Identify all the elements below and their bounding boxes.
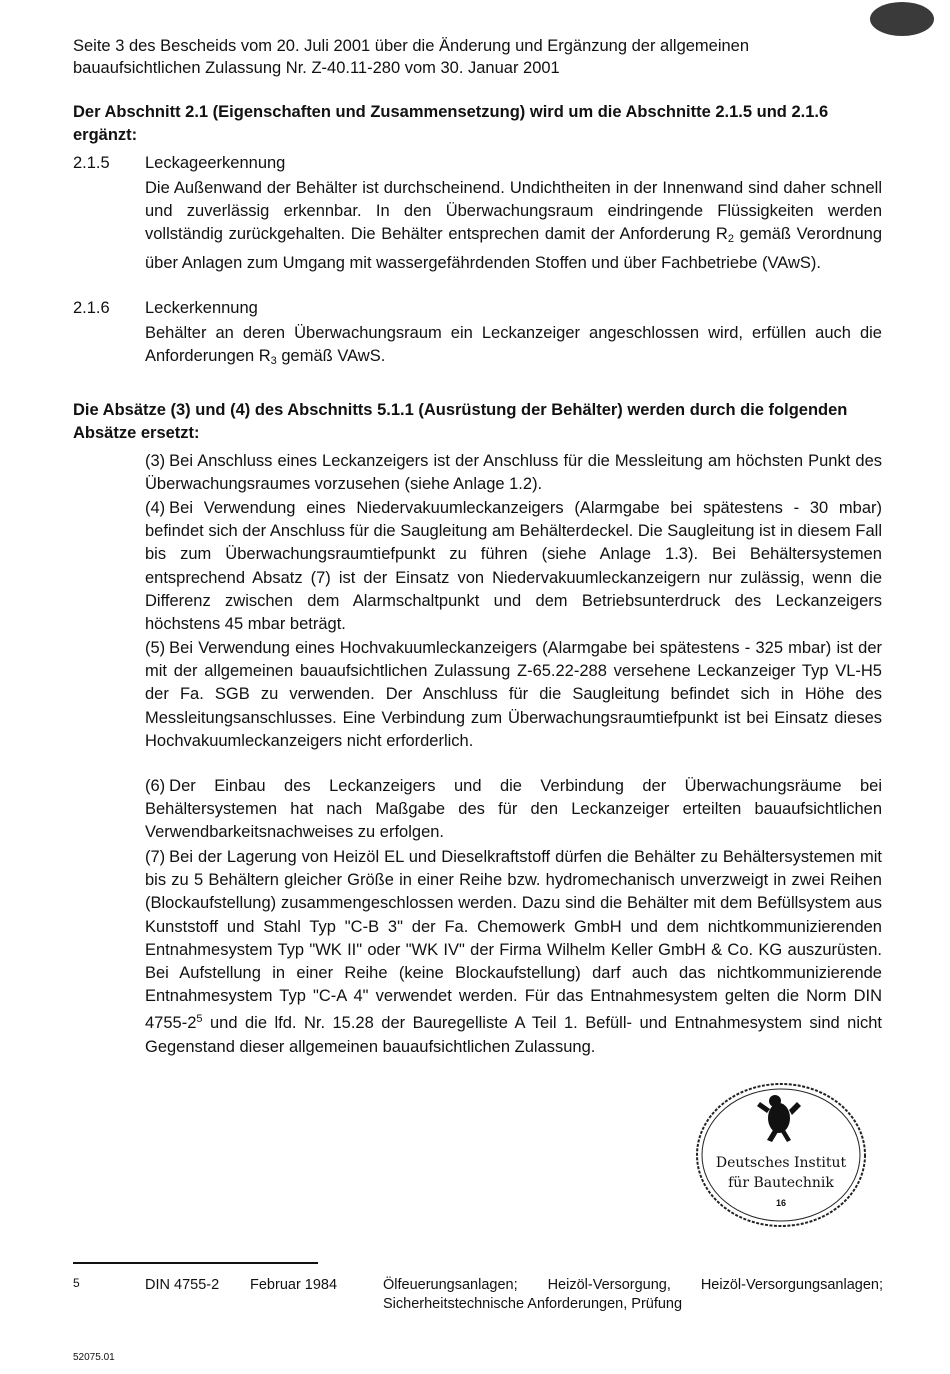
footnote-reference: 5 <box>196 1013 203 1026</box>
footnote-line-1: Ölfeuerungsanlagen; Heizöl-Versorgung, Heizöl-Versorgungsanlagen; <box>383 1277 883 1293</box>
subscript: 2 <box>727 233 734 246</box>
page-header <box>73 35 873 79</box>
footnote-divider <box>73 1262 318 1264</box>
subscript: 3 <box>270 355 277 368</box>
corner-punch-mark <box>870 2 934 36</box>
section-2-heading: Die Absätze (3) und (4) des Abschnitts 5.1.1 (Ausrüstung der Behälter) werden durch die folgenden Absätze ersetzt: <box>73 401 848 442</box>
paragraph-text: und die lfd. Nr. 15.28 der Bauregelliste A Teil 1. Befüll- und Entnahmesystem sind nicht Gegenstand dieser allgemeinen bauaufsichtlichen Zulassung. <box>145 1014 882 1056</box>
paragraph-label: (7) <box>145 848 166 866</box>
official-stamp <box>693 1080 869 1230</box>
paragraph-text: Bei Verwendung eines Niedervakuumleckanzeigers (Alarmgabe bei spätestens - 30 mbar) befindet sich der Anschluss für die Saugleitung am Behälterdeckel. Die Saugleitung ist in diesem Fall bis zum Überwachungsraumtiefpunkt zu führen (siehe Anlage 1.3). Bei Behältersystemen entsprechend Absatz (7) ist der Einsatz von Niedervakuumleckanzeigern nur zulässig, wenn die Differenz zwischen dem Alarmschaltpunkt und dem Betriebsunterdruck des Leckanzeigers höchstens 45 mbar beträgt. <box>145 499 882 634</box>
paragraph-text: Der Einbau des Leckanzeigers und die Verbindung der Überwachungsräume bei Behältersystemen hat nach Maßgabe des für den Leckanzeiger erteilten bauaufsichtlichen Verwendbarkeitsnachweises zu erfolgen. <box>145 777 882 842</box>
item-text: gemäß VAwS. <box>276 347 386 366</box>
paragraph-7 <box>145 846 882 1059</box>
header-line-1: Seite 3 des Bescheids vom 20. Juli 2001 über die Änderung und Ergänzung der allgemeinen <box>73 37 750 55</box>
item-text: Behälter an deren Überwachungsraum ein Leckanzeiger angeschlossen wird, erfüllen auch die Anforderungen R <box>145 324 882 366</box>
document-code: 52075.01 <box>73 1352 115 1363</box>
item-title: Leckerkennung <box>145 299 258 317</box>
paragraph-4 <box>145 497 882 636</box>
footnote-date: Februar 1984 <box>250 1277 338 1293</box>
paragraph-3 <box>145 450 882 496</box>
paragraph-text: Bei Anschluss eines Leckanzeigers ist der Anschluss für die Messleitung am höchsten Punkt des Überwachungsraumes vorzusehen (siehe Anlage 1.2). <box>145 452 882 494</box>
stamp-number: 16 <box>775 1198 787 1208</box>
item-body <box>145 322 882 373</box>
section-1-heading: Der Abschnitt 2.1 (Eigenschaften und Zusammensetzung) wird um die Abschnitte 2.1.5 und 2.1.6 ergänzt: <box>73 103 829 144</box>
item-body <box>145 177 882 275</box>
stamp-line-2: für Bautechnik <box>728 1175 834 1191</box>
paragraph-label: (6) <box>145 777 166 795</box>
item-text: Die Außenwand der Behälter ist durchscheinend. Undichtheiten in der Innenwand sind daher schnell und zuverlässig erkennbar. In den Überwachungsraum eindringende Flüssigkeiten werden vollständig zurückgehalten. Die Behälter entsprechen damit der Anforderung R <box>145 179 882 244</box>
paragraph-label: (4) <box>145 499 166 517</box>
item-title: Leckageerkennung <box>145 154 286 172</box>
paragraph-text: Bei der Lagerung von Heizöl EL und Dieselkraftstoff dürfen die Behälter zu Behältersystemen mit bis zu 5 Behältern gleicher Größe in einer Reihe bzw. hydromechanisch unverzweigt in zwei Reihen (Blockaufstellung) zusammengeschlossen werden. Dazu sind die Behälter mit dem Befüllsystem aus Kunststoff und Stahl Typ "C-B 3" der Fa. Chemowerk GmbH und dem nichtkommunizierenden Entnahmesystem Typ "WK II" oder "WK IV" der Firma Wilhelm Keller GmbH & Co. KG auszurüsten. Bei Aufstellung in einer Reihe (keine Blockaufstellung) darf auch das nichtkommunizierende Entnahmesystem Typ "C-A 4" verwendet werden. Für das Entnahmesystem gelten die Norm DIN 4755-2 <box>145 848 882 1033</box>
item-number: 2.1.5 <box>73 154 110 172</box>
footnote-number: 5 <box>73 1276 80 1290</box>
paragraph-6 <box>145 775 882 845</box>
paragraph-5 <box>145 637 882 753</box>
paragraph-label: (3) <box>145 452 166 470</box>
stamp-line-1: Deutsches Institut <box>715 1155 847 1171</box>
paragraph-text: Bei Verwendung eines Hochvakuumleckanzeigers (Alarmgabe bei spätestens - 325 mbar) ist der mit der allgemeinen bauaufsichtlichen Zulassung Z-65.22-288 versehene Leckanzeiger Typ VL-H5 der Fa. SGB zu verwenden. Der Anschluss für die Saugleitung befindet sich in Höhe des Messleitungsanschlusses. Eine Verbindung zum Überwachungsraumtiefpunkt ist bei Einsatz dieses Hochvakuumleckanzeigers nicht erforderlich. <box>145 639 882 750</box>
paragraph-label: (5) <box>145 639 166 657</box>
footnote-line-2: Sicherheitstechnische Anforderungen, Prüfung <box>383 1296 683 1312</box>
header-line-2: bauaufsichtlichen Zulassung Nr. Z-40.11-280 vom 30. Januar 2001 <box>73 59 560 77</box>
item-number: 2.1.6 <box>73 299 110 317</box>
item-text: gemäß Verordnung über Anlagen zum Umgang mit wassergefährdenden Stoffen und über Fachbetriebe (VAwS). <box>145 225 882 272</box>
bear-emblem-icon <box>757 1095 801 1142</box>
footnote-norm: DIN 4755-2 <box>145 1277 220 1293</box>
